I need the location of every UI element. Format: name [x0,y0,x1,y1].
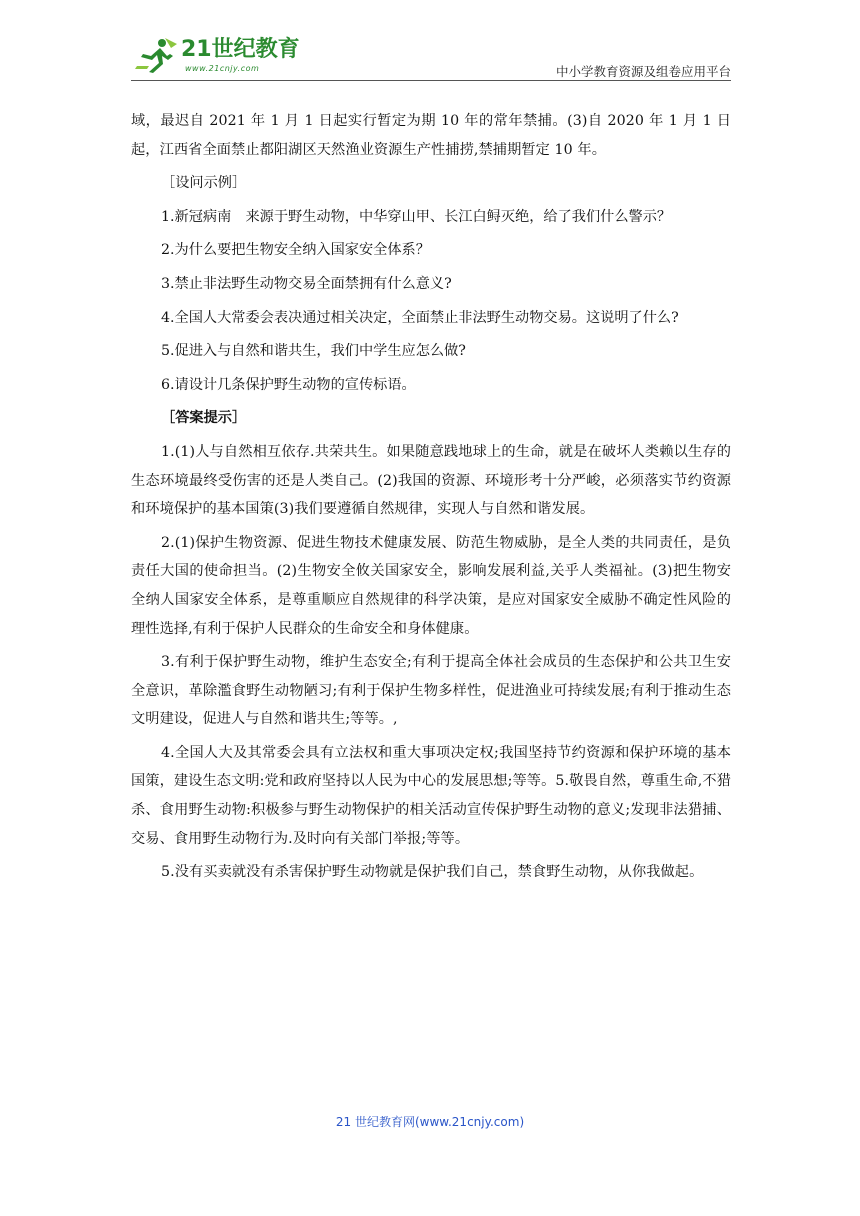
question-item: 5.促进入与自然和谐共生，我们中学生应怎么做? [161,343,466,360]
footer-link[interactable]: 21 世纪教育网(www.21cnjy.com) [335,1115,525,1129]
runner-logo-icon [135,36,179,74]
question-item: 4.全国人大常委会表决通过相关决定，全面禁止非法野生动物交易。这说明了什么? [161,309,679,326]
answer-paragraph: 1.(1)人与自然相互依存.共荣共生。如果随意践地球上的生命，就是在破坏人类赖以生存的生态环境最终受伤害的还是人类自己。(2)我国的资源、环境形考十分严峻，必须落实节约资源和环境保护的基本国策(3)我们要遵循自然规律，实现人与自然和谐发展。 [131,443,731,518]
logo-url: www.21cnjy.com [185,64,260,73]
question-item: 6.请设计几条保护野生动物的宣传标语。 [161,376,416,393]
document-body [131,107,731,892]
header-divider [131,80,731,81]
page-header [131,22,731,78]
question-item: 1.新冠病南 来源于野生动物，中华穿山甲、长江白鲟灭绝，给了我们什么警示？ [161,208,672,225]
answer-paragraph: 4.全国人大及其常委会具有立法权和重大事项决定权;我国坚持节约资源和保护环境的基本国策，建设生态文明:党和政府坚持以人民为中心的发展思想;等等。5.敬畏自然，尊重生命,不猎杀、食用野生动物:积极参与野生动物保护的相关活动宣传保护野生动物的意义;发现非法猎捕、交易、食用野生动物行为.及时向有关部门举报;等等。 [131,744,731,847]
answers-heading: ［答案提示］ [161,410,247,427]
logo-text: 21世纪教育 [181,37,300,62]
question-item: 3.禁止非法野生动物交易全面禁拥有什么意义? [161,275,452,292]
questions-heading: ［设问示例］ [161,175,247,192]
site-logo[interactable] [131,36,306,76]
platform-title: 中小学教育资源及组卷应用平台 [555,64,731,79]
answer-paragraph: 3.有利于保护野生动物，维护生态安全;有利于提高全体社会成员的生态保护和公共卫生安全意识，革除濫食野生动物陋习;有利于保护生物多样性，促进渔业可持续发展;有利于推动生态文明建设，促进人与自然和谐共生;等等。, [131,654,731,728]
intro-paragraph: 域，最迟自 2021 年 1 月 1 日起实行暂定为期 10 年的常年禁捕。(3)自 2020 年 1 月 1 日起，江西省全面禁止都阳湖区天然渔业资源生产性捕捞,禁捕期暂定 10 年。 [131,113,731,158]
answer-paragraph: 2.(1)保护生物资源、促进生物技术健康发展、防范生物威胁，是全人类的共同责任，是负责任大国的使命担当。(2)生物安全攸关国家安全，影响发展利益,关乎人类福祉。(3)把生物安全纳人国家安全体系，是尊重顺应自然规律的科学决策，是应对国家安全威胁不确定性风险的理性选择,有利于保护人民群众的生命安全和身体健康。 [131,534,731,637]
answer-paragraph: 5.没有买卖就没有杀害保护野生动物就是保护我们自己，禁食野生动物，从你我做起。 [161,864,704,881]
question-item: 2.为什么要把生物安全纳入国家安全体系？ [161,242,430,259]
